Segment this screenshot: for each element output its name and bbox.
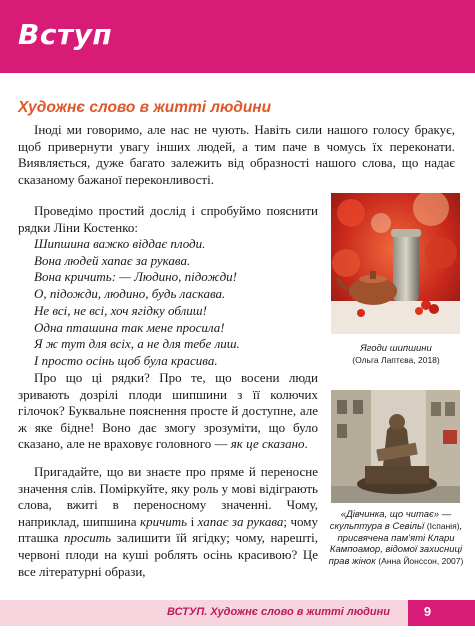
paragraph-intro — [18, 122, 455, 188]
footer-band — [0, 600, 408, 626]
page-title: Вступ — [18, 18, 113, 51]
paragraph-2: Проведімо простий дослід і спробуймо пояснити рядки Ліни Костенко: — [18, 203, 318, 235]
paragraph-3-text: Про що ці рядки? Про те, що восени люди зривають дозрілі плоди шипшини з її колючих гілочок? Буквальне пояснення просте й доступне, але ж яке бідне! Воно дає змогу зрозуміти, що було сказано, але не враховує головного — — [18, 370, 318, 452]
paragraph-analysis — [18, 370, 318, 453]
figure-2-caption-b: , присвячена пам'яті Клари Кампоамор, відомої захисниці прав жінок — [328, 520, 463, 568]
poem-line: Не всі, не всі, хоч ягідку облиш! — [34, 302, 207, 318]
poem-line: Вона людей хапає за рукава. — [34, 252, 191, 268]
paragraph-1: Іноді ми говоримо, але нас не чують. Навіть сили нашого голосу бракує, щоб привернути увагу інших людей, а тим паче в чомусь їх переконати. Виявляється, дуже багато залежить від образності нашого слова, що надає сказаному бажаної переконливості. — [18, 122, 455, 187]
paragraph-4-text: залишити їй ягідку; чому, нарешті, червоні плоди на куші роблять осінь красивою? Це все літературні образи, — [18, 530, 318, 579]
running-title: ВСТУП. Художнє слово в житті людини — [166, 606, 390, 618]
poem-line: І просто осінь щоб була красива. — [34, 352, 218, 368]
paragraph-4-text: ; чому пташка — [18, 513, 318, 546]
poem-line: Я ж тут для всіх, а не для тебе лиш. — [34, 336, 240, 352]
poem-block — [34, 236, 324, 370]
paragraph-4-text: і — [187, 513, 198, 529]
paragraph-4 — [18, 464, 318, 580]
figure-2-credit: (Анна Йонссон, 2007) — [378, 556, 464, 567]
paragraph-4-emphasis: хапає за рукава — [197, 513, 284, 529]
figure-2-caption-a: «Дівчинка, що читає» — скульптура в Севільї — [329, 509, 452, 532]
paragraph-4-emphasis: просить — [64, 530, 112, 546]
paragraph-3-end: . — [304, 436, 308, 452]
header-band — [0, 0, 475, 73]
paragraph-figurative — [18, 464, 318, 580]
rosehip-painting-illustration — [331, 193, 460, 334]
sculpture-photo-illustration — [331, 390, 460, 503]
paragraph-experiment — [18, 203, 318, 236]
figure-1-title: Ягоди шипшини — [360, 343, 432, 354]
page-number: 9 — [423, 604, 432, 619]
figure-1-credit: (Ольга Лаптєва, 2018) — [352, 354, 440, 365]
paragraph-4-emphasis: кричить — [140, 513, 188, 529]
poem-line: Шипшина важко віддає плоди. — [34, 236, 206, 251]
rosehip-painting-image — [331, 193, 460, 334]
poem-line: О, підожди, людино, будь ласкава. — [34, 286, 226, 302]
poem-line: Вона кричить: — Люди​но, підожди! — [34, 269, 237, 285]
sculpture-photo-image — [331, 390, 460, 503]
paragraph-3 — [18, 370, 318, 453]
figure-1-caption — [326, 343, 466, 367]
figure-2-caption — [326, 509, 466, 568]
section-title: Художнє слово в житті людини — [18, 99, 272, 116]
figure-2-place: (Іспанія) — [426, 520, 460, 531]
paragraph-4-text: Пригадайте, що ви знаєте про пряме й переносне значення слів. Поміркуйте, яку роль у мові відіграють слова, вжиті в переносному значенні. Чому, наприклад, шипшина — [18, 464, 318, 529]
paragraph-3-emphasis: як це сказано — [230, 436, 305, 452]
poem-line: Одна пташина так мене просила! — [34, 319, 225, 335]
page-number-box — [408, 600, 475, 626]
